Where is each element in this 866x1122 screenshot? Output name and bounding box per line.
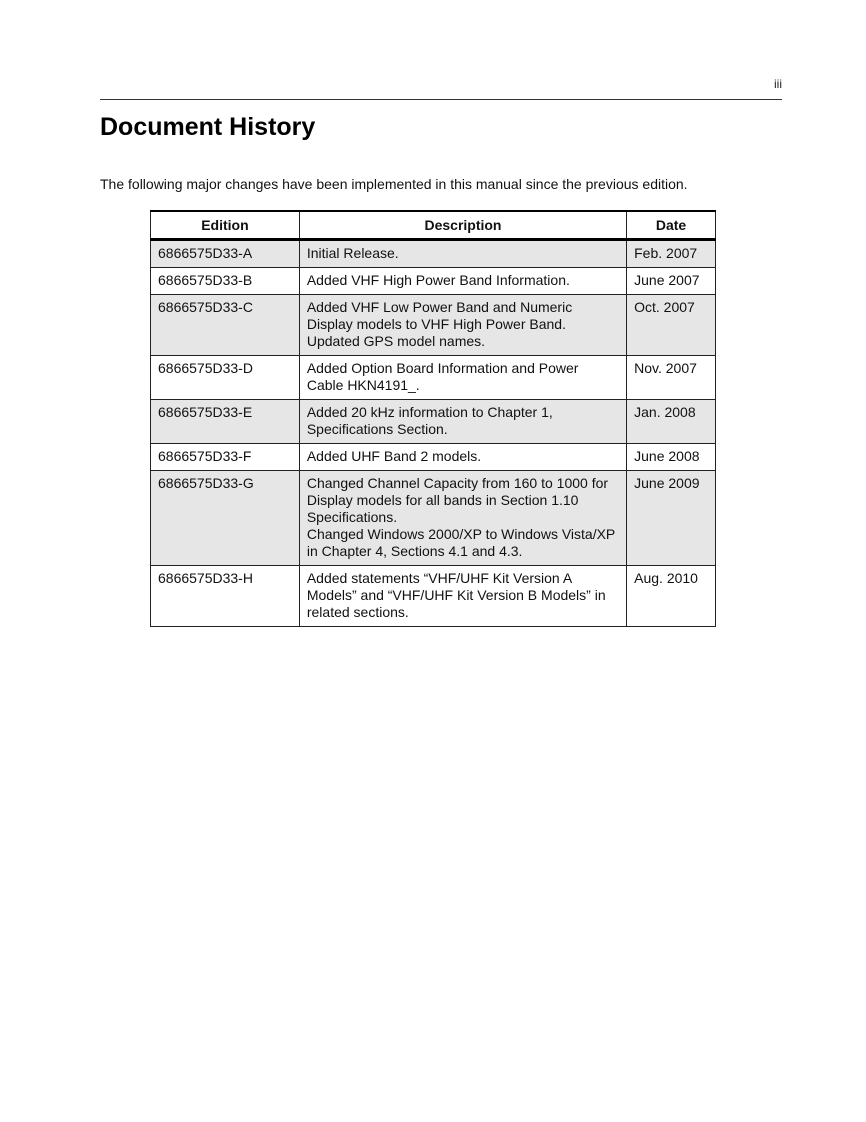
- description-line: related sections.: [306, 604, 409, 620]
- description-line: in Chapter 4, Sections 4.1 and 4.3.: [306, 543, 523, 559]
- description-line: Display models for all bands in Section 1.10: [306, 492, 579, 508]
- description-line: Added VHF High Power Band Information.: [306, 272, 570, 288]
- edition-cell: 6866575D33-C: [151, 295, 300, 356]
- edition-cell: 6866575D33-B: [151, 268, 300, 295]
- description-line: Specifications Section.: [306, 421, 448, 437]
- description-line: Added UHF Band 2 models.: [306, 448, 482, 464]
- date-cell: Jan. 2008: [627, 400, 716, 444]
- description-cell: [299, 400, 626, 444]
- description-cell: [299, 356, 626, 400]
- table-row: [151, 444, 716, 471]
- table-body: [151, 240, 716, 627]
- description-line: Added 20 kHz information to Chapter 1,: [306, 404, 553, 420]
- date-cell: Feb. 2007: [627, 240, 716, 268]
- edition-cell: 6866575D33-G: [151, 471, 300, 566]
- description-line: Models” and “VHF/UHF Kit Version B Models” in: [306, 587, 606, 603]
- date-cell: June 2008: [627, 444, 716, 471]
- intro-paragraph: The following major changes have been implemented in this manual since the previous edition.: [100, 176, 688, 192]
- table-row: [151, 356, 716, 400]
- table-row: [151, 240, 716, 268]
- header-date: Date: [627, 211, 716, 240]
- edition-cell: 6866575D33-E: [151, 400, 300, 444]
- description-line: Specifications.: [306, 509, 398, 525]
- description-line: Initial Release.: [306, 245, 399, 261]
- table-row: [151, 295, 716, 356]
- description-line: Added statements “VHF/UHF Kit Version A: [306, 570, 573, 586]
- table-row: [151, 268, 716, 295]
- description-cell: [299, 566, 626, 627]
- table-row: [151, 400, 716, 444]
- edition-cell: 6866575D33-H: [151, 566, 300, 627]
- description-cell: [299, 268, 626, 295]
- header-edition: Edition: [151, 211, 300, 240]
- description-line: Updated GPS model names.: [306, 333, 486, 349]
- description-line: Display models to VHF High Power Band.: [306, 316, 566, 332]
- edition-cell: 6866575D33-D: [151, 356, 300, 400]
- header-description: Description: [299, 211, 626, 240]
- description-line: Added VHF Low Power Band and Numeric: [306, 299, 573, 315]
- table-header-row: [151, 211, 716, 240]
- edition-cell: 6866575D33-F: [151, 444, 300, 471]
- description-line: Added Option Board Information and Power: [306, 360, 579, 376]
- header-rule: [100, 99, 782, 100]
- description-cell: [299, 240, 626, 268]
- document-history-table: [150, 210, 716, 627]
- date-cell: Oct. 2007: [627, 295, 716, 356]
- date-cell: Nov. 2007: [627, 356, 716, 400]
- date-cell: June 2007: [627, 268, 716, 295]
- description-cell: [299, 471, 626, 566]
- description-cell: [299, 295, 626, 356]
- table-row: [151, 471, 716, 566]
- description-line: Changed Channel Capacity from 160 to 1000 for: [306, 475, 609, 491]
- description-line: Changed Windows 2000/XP to Windows Vista/XP: [306, 526, 616, 542]
- edition-cell: 6866575D33-A: [151, 240, 300, 268]
- date-cell: Aug. 2010: [627, 566, 716, 627]
- table-row: [151, 566, 716, 627]
- description-cell: [299, 444, 626, 471]
- description-line: Cable HKN4191_.: [306, 377, 420, 393]
- page-number: iii: [774, 77, 782, 91]
- page-title: Document History: [100, 113, 316, 141]
- date-cell: June 2009: [627, 471, 716, 566]
